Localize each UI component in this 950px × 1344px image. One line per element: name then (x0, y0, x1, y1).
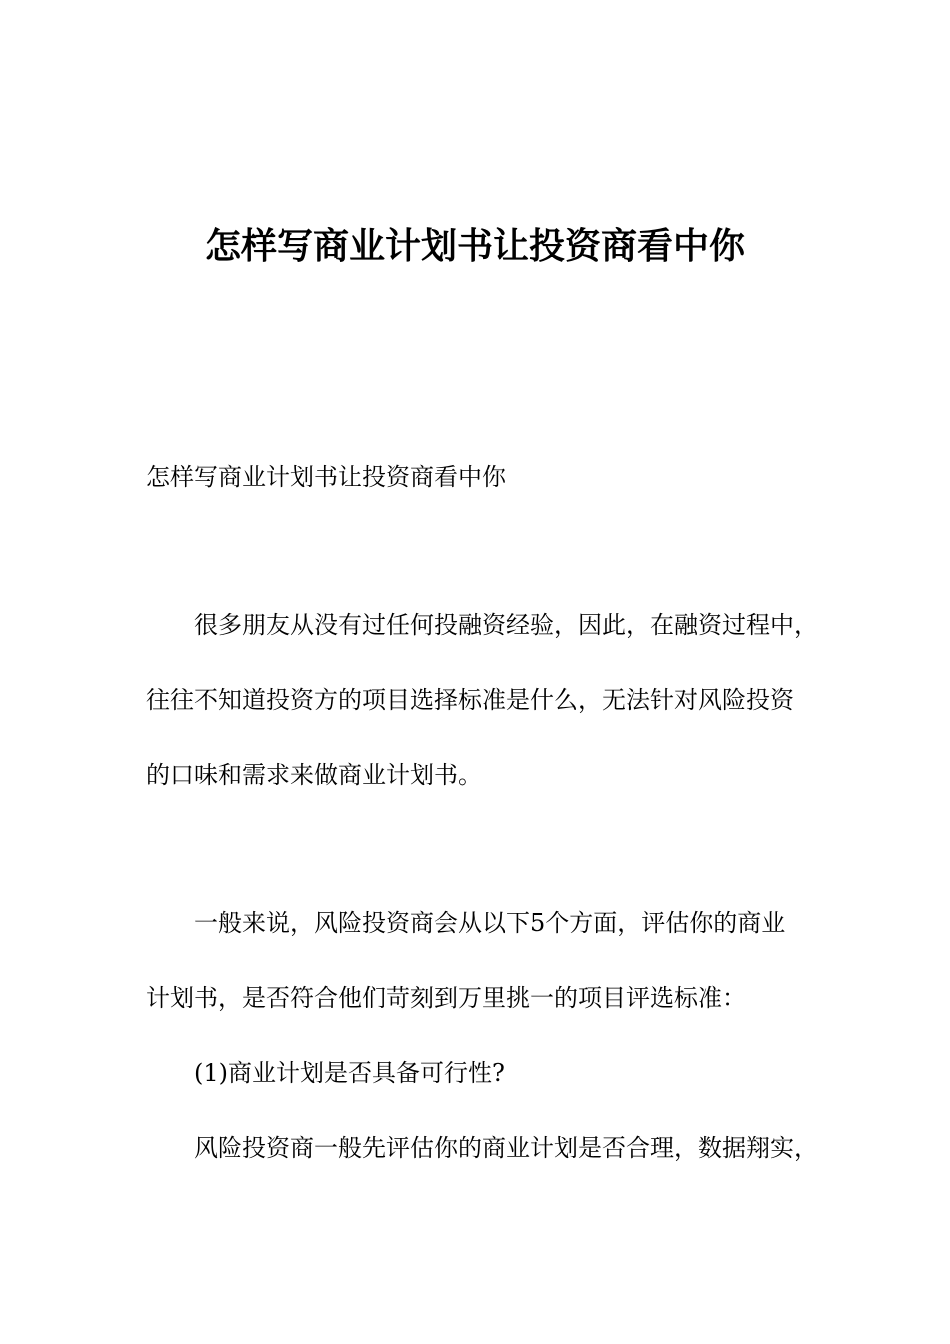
paragraph-1-line-2: 往往不知道投资方的项目选择标准是什么，无法针对风险投资 (146, 686, 794, 714)
document-title: 怎样写商业计划书让投资商看中你 (204, 226, 745, 267)
document-subtitle: 怎样写商业计划书让投资商看中你 (146, 463, 506, 491)
paragraph-1-line-1: 很多朋友从没有过任何投融资经验，因此，在融资过程中， (194, 611, 818, 639)
paragraph-2-line-1: 一般来说，风险投资商会从以下5个方面，评估你的商业 (194, 909, 786, 937)
paragraph-1-line-3: 的口味和需求来做商业计划书。 (146, 761, 482, 789)
paragraph-3-line-1: (1)商业计划是否具备可行性? (194, 1059, 505, 1087)
paragraph-4-line-1: 风险投资商一般先评估你的商业计划是否合理，数据翔实， (194, 1134, 818, 1162)
paragraph-2-line-2: 计划书，是否符合他们苛刻到万里挑一的项目评选标准： (146, 984, 746, 1012)
